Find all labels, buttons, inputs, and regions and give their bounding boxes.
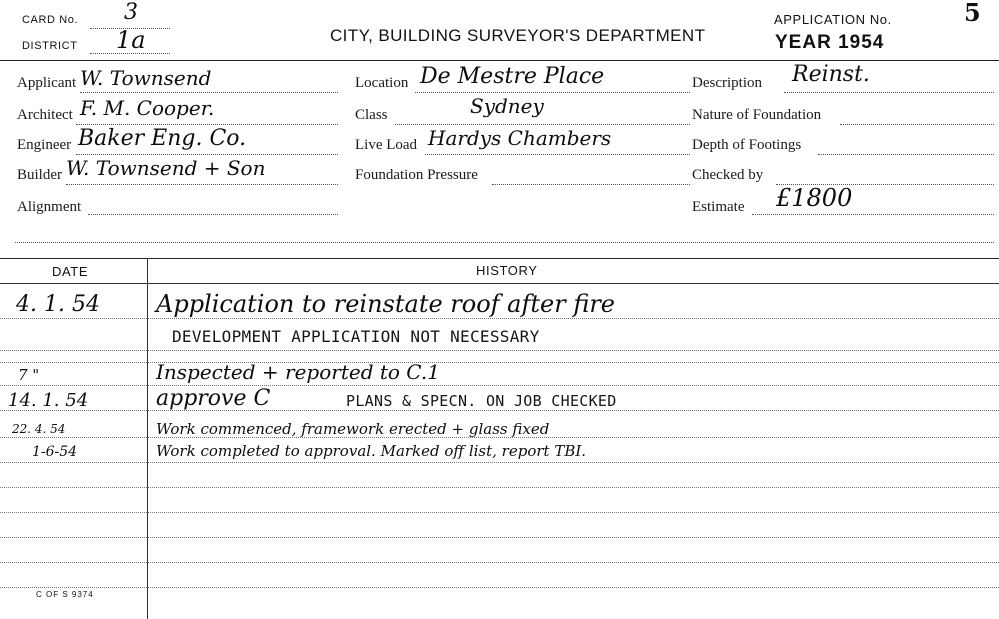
card-no-value: 3	[124, 0, 138, 25]
foundation-pressure-line	[492, 184, 690, 185]
history-row-6-text: Work completed to approval. Marked off list, report TBI.	[156, 442, 587, 460]
estimate-line	[752, 214, 994, 215]
ruled-line	[0, 462, 999, 463]
applicant-value: W. Townsend	[80, 66, 212, 90]
engineer-line	[76, 154, 338, 155]
alignment-label: Alignment	[17, 199, 82, 215]
form-code: C OF S 9374	[36, 590, 94, 599]
estimate-value: £1800	[776, 184, 853, 212]
ruled-line	[0, 410, 999, 411]
applicant-label: Applicant	[17, 75, 77, 91]
history-top-divider	[0, 258, 999, 259]
ruled-line	[0, 562, 999, 563]
district-label: DISTRICT	[22, 40, 78, 52]
history-row-3-text: Inspected + reported to C.1	[156, 360, 440, 384]
history-row-4-date: 14. 1. 54	[8, 390, 89, 411]
ruled-line	[0, 350, 999, 351]
details-bottom-line	[15, 242, 994, 243]
alignment-line	[88, 214, 338, 215]
nature-of-foundation-label: Nature of Foundation	[692, 107, 822, 123]
description-line	[784, 92, 994, 93]
builder-line	[66, 184, 338, 185]
application-no-label: APPLICATION No.	[774, 12, 892, 27]
architect-label: Architect	[17, 107, 73, 123]
history-row-4-stamp: PLANS & SPECN. ON JOB CHECKED	[346, 392, 617, 410]
engineer-label: Engineer	[17, 137, 72, 153]
ruled-line	[0, 487, 999, 488]
foundation-pressure-label: Foundation Pressure	[355, 167, 478, 183]
ruled-line	[0, 362, 999, 363]
history-row-5-text: Work commenced, framework erected + glass fixed	[156, 420, 550, 438]
builder-label: Builder	[17, 167, 62, 183]
header-divider	[0, 60, 999, 61]
location-label: Location	[355, 75, 409, 91]
date-column-header: DATE	[52, 264, 89, 279]
description-value: Reinst.	[792, 62, 870, 87]
applicant-line	[80, 92, 338, 93]
architect-line	[76, 124, 338, 125]
ruled-line	[0, 318, 999, 319]
history-row-4-text: approve C	[156, 386, 271, 411]
ruled-line	[0, 385, 999, 386]
year-label: YEAR 1954	[775, 32, 885, 53]
ruled-line	[0, 537, 999, 538]
architect-value: F. M. Cooper.	[80, 96, 215, 120]
depth-of-footings-line	[818, 154, 994, 155]
class-value: Sydney	[470, 94, 544, 118]
history-row-5-date: 22. 4. 54	[12, 422, 66, 436]
history-column-header: HISTORY	[476, 263, 538, 278]
location-line	[415, 92, 690, 93]
history-row-6-date: 1-6-54	[32, 444, 78, 460]
history-row-1-date: 4. 1. 54	[16, 292, 100, 317]
live-load-line	[425, 154, 690, 155]
live-load-value: Hardys Chambers	[428, 126, 612, 150]
application-no-value: 5	[964, 0, 981, 27]
live-load-label: Live Load	[355, 137, 418, 153]
builder-value: W. Townsend + Son	[66, 156, 266, 180]
nature-of-foundation-line	[840, 124, 994, 125]
date-column-divider	[147, 259, 148, 619]
ruled-line	[0, 587, 999, 588]
history-row-2-stamp: DEVELOPMENT APPLICATION NOT NECESSARY	[172, 327, 540, 346]
depth-of-footings-label: Depth of Footings	[692, 137, 802, 153]
class-line	[395, 124, 690, 125]
card-no-label: CARD No.	[22, 14, 79, 26]
description-label: Description	[692, 75, 762, 91]
ruled-line	[0, 512, 999, 513]
estimate-label: Estimate	[692, 199, 745, 215]
history-row-1-text: Application to reinstate roof after fire	[156, 290, 615, 318]
department-title: CITY, BUILDING SURVEYOR'S DEPARTMENT	[330, 26, 706, 45]
location-value: De Mestre Place	[420, 64, 605, 89]
header-row-divider	[0, 283, 999, 284]
history-row-3-date: 7 "	[18, 366, 40, 384]
class-label: Class	[355, 107, 388, 123]
district-value: 1a	[116, 26, 146, 54]
engineer-value: Baker Eng. Co.	[78, 126, 247, 151]
checked-by-label: Checked by	[692, 167, 764, 183]
